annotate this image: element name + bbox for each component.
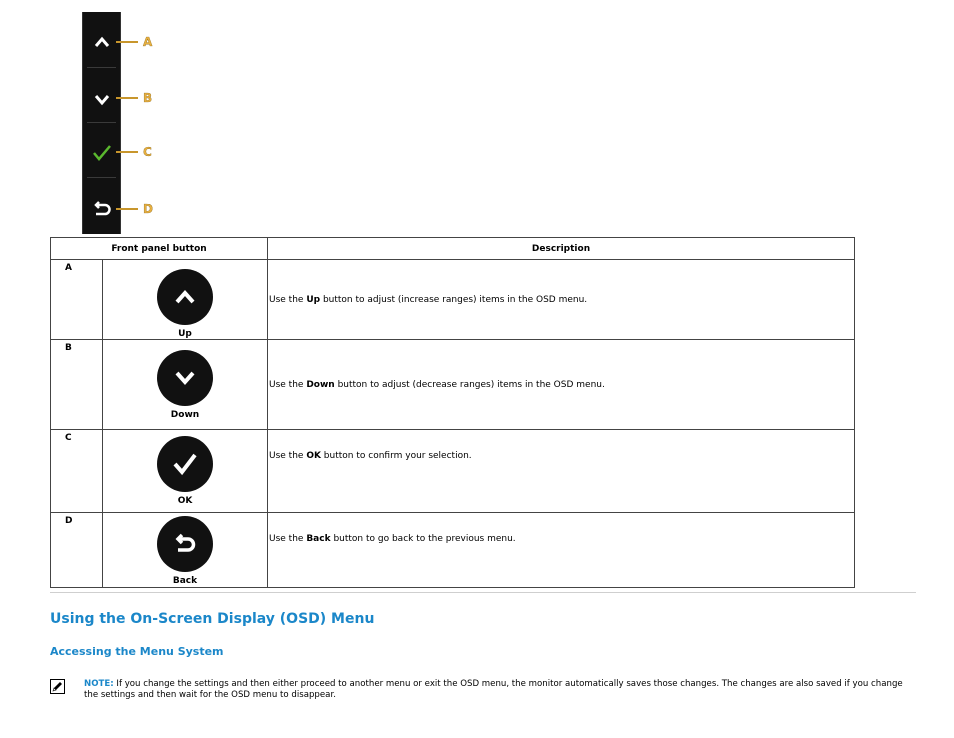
down-button-image: [157, 350, 213, 406]
up-chevron-icon: [172, 284, 198, 310]
button-label: Down: [170, 410, 200, 420]
callout-line-a: [116, 41, 138, 43]
button-label: OK: [177, 496, 193, 506]
note-label: NOTE:: [84, 679, 114, 689]
desc-text: button to confirm your selection.: [320, 451, 472, 461]
table-row: [51, 430, 855, 513]
subsection-title: Accessing the Menu System: [50, 645, 224, 658]
row-key: A: [51, 260, 103, 340]
section-title: Using the On-Screen Display (OSD) Menu: [50, 611, 375, 627]
callout-label-a: A: [143, 35, 153, 49]
back-arrow-icon: [91, 198, 113, 220]
desc-text: Use the: [269, 534, 307, 544]
button-label: Up: [178, 329, 192, 339]
front-panel-image: [82, 12, 121, 234]
callout-label-c: C: [143, 145, 152, 159]
table-row: [51, 513, 855, 588]
button-icon-cell: [103, 430, 268, 513]
down-chevron-icon: [172, 365, 198, 391]
row-description: [268, 340, 855, 430]
back-arrow-icon: [171, 530, 199, 558]
desc-text: button to adjust (decrease ranges) items in the OSD menu.: [334, 379, 605, 390]
up-chevron-icon: [91, 31, 113, 53]
row-description: [268, 430, 855, 513]
callout-line-b: [116, 97, 138, 99]
note-block: [50, 679, 916, 701]
row-key: B: [51, 340, 103, 430]
desc-text: Use the: [269, 451, 307, 461]
note-pencil-icon: [50, 679, 65, 694]
button-icon-cell: [103, 513, 268, 588]
row-description: [268, 513, 855, 588]
button-icon-cell: [103, 260, 268, 340]
desc-bold: OK: [306, 451, 321, 461]
desc-bold: Down: [306, 379, 335, 390]
desc-text: button to adjust (increase ranges) items in the OSD menu.: [320, 294, 588, 305]
panel-divider: [87, 67, 116, 68]
note-text: If you change the settings and then either proceed to another menu or exit the OSD menu, the monitor automatically saves those changes. The changes are also saved if you change the settings and then wait for the OSD menu to disappear.: [84, 679, 903, 700]
section-divider: [50, 592, 916, 593]
column-header-description: Description: [268, 238, 855, 260]
desc-text: Use the: [269, 379, 307, 390]
checkmark-icon: [170, 449, 200, 479]
ok-button-image: [157, 436, 213, 492]
row-description: [268, 260, 855, 340]
back-button-image: [157, 516, 213, 572]
row-key: C: [51, 430, 103, 513]
table-row: [51, 260, 855, 340]
table-header-row: [51, 238, 855, 260]
desc-text: Use the: [269, 294, 307, 305]
checkmark-icon: [91, 142, 113, 164]
desc-bold: Up: [306, 294, 321, 305]
column-header-button: Front panel button: [51, 238, 268, 260]
desc-text: button to go back to the previous menu.: [330, 534, 516, 544]
up-button-image: [157, 269, 213, 325]
button-label: Back: [172, 576, 198, 586]
button-icon-cell: [103, 340, 268, 430]
callout-line-c: [116, 151, 138, 153]
row-key: D: [51, 513, 103, 588]
front-panel-buttons-table: [50, 237, 855, 588]
callout-label-d: D: [143, 202, 153, 216]
down-chevron-icon: [91, 88, 113, 110]
callout-line-d: [116, 208, 138, 210]
panel-divider: [87, 177, 116, 178]
desc-bold: Back: [306, 534, 331, 544]
table-row: [51, 340, 855, 430]
callout-label-b: B: [143, 91, 153, 105]
panel-divider: [87, 122, 116, 123]
